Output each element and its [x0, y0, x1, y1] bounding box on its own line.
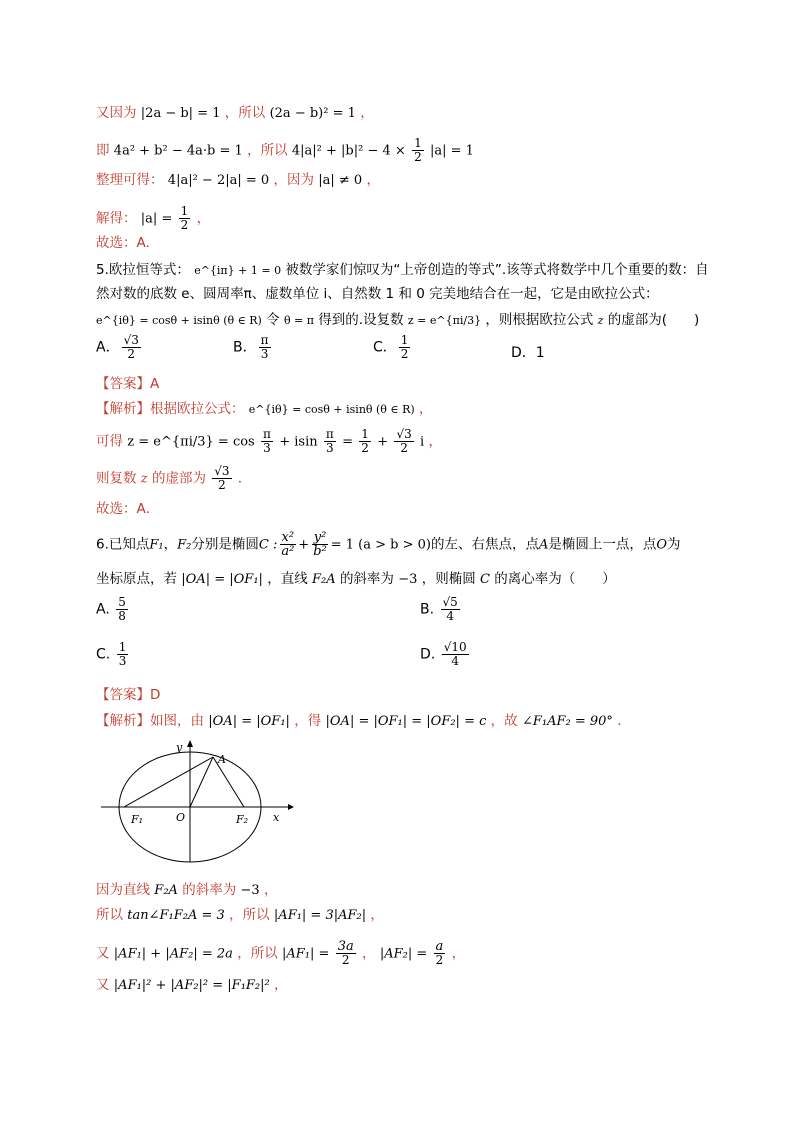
fraction: $\frac{1}{2}$	[400, 333, 409, 361]
fraction: $\frac{1}{2}$	[180, 204, 189, 232]
solution-line-3: 整理可得： 4|a|² − 2|a| = 0 ，因为 |a| ≠ 0 ，	[96, 172, 380, 188]
q5-analysis-line-1: 【解析】根据欧拉公式： e^{iθ} = cosθ + isinθ (θ ∈ R) ，	[96, 401, 433, 417]
q6-analysis-line-1: 【解析】如图，由 |OA| = |OF₁| ，得 |OA| = |OF₁| = |OF₂| = c ，故 ∠F₁AF₂ = 90° ．	[96, 713, 631, 729]
solution-line-2: 即 4a² + b² − 4a·b = 1 ，所以 4|a|² + |b|² − 4 × $\frac{1}{2}$ |a| = 1	[96, 136, 474, 164]
fraction: $\frac{3a}{2}$	[337, 939, 354, 967]
segment-oa	[190, 757, 213, 807]
fraction: $\frac{\pi}{3}$	[260, 333, 269, 361]
focus-f2-label: F₂	[236, 813, 249, 826]
fraction: $\frac{√3}{2}$	[214, 464, 230, 492]
segment-f1a	[124, 757, 213, 807]
fraction: $\frac{1}{2}$	[361, 427, 369, 455]
fraction: $\frac{√10}{4}$	[443, 640, 467, 668]
solution-line-1: 又因为 |2a − b| = 1 ，所以 (2a − b)² = 1 ，	[96, 105, 374, 121]
ellipse-figure	[96, 737, 296, 867]
q5-analysis-line-3: 则复数 z 的虚部为 $\frac{√3}{2}$ ．	[96, 464, 252, 492]
q5-answer: 【答案】A	[96, 376, 160, 392]
q6-stem-line-2: 坐标原点，若 |OA| = |OF₁| ，直线 F₂A 的斜率为 −3 ，则椭圆 C 的离心率为（ ）	[96, 571, 616, 587]
q5-option-b[interactable]: B． $\frac{\pi}{3}$	[233, 333, 269, 361]
fraction: $\frac{1}{3}$	[118, 640, 127, 668]
q6-analysis-line-4: 又 |AF₁| + |AF₂| = 2a ，所以 |AF₁| = $\frac{3a}{2}$ ， |AF₂| = $\frac{a}{2}$ ，	[96, 939, 466, 967]
q6-option-d[interactable]: D. $\frac{√10}{4}$	[420, 640, 467, 668]
focus-f1-label: F₁	[131, 813, 144, 826]
solution-line-4: 解得： |a| = $\frac{1}{2}$ ，	[96, 204, 211, 232]
point-a-label: A	[218, 753, 226, 766]
x-axis-arrow-icon	[288, 804, 294, 810]
fraction: $\frac{\pi}{3}$	[263, 427, 271, 455]
q6-answer: 【答案】D	[96, 687, 161, 703]
fraction: $\frac{√5}{4}$	[442, 595, 458, 623]
q5-stem-line-3: e^{iθ} = cosθ + isinθ (θ ∈ R) 令 θ = π 得到的.设复数 z = e^{πi/3} ，则根据欧拉公式 z 的虚部为( )	[96, 312, 700, 328]
fraction: $\frac{a}{2}$	[435, 939, 444, 967]
fraction: $\frac{\text{y²}}{\text{b²}}$	[313, 530, 327, 559]
q5-analysis-line-2: 可得 z = e^{πi/3} = cos $\frac{\pi}{3}$ + isin $\frac{\pi}{3}$ = $\frac{1}{2}$ + $\frac{√3}{2}$ i ，	[96, 427, 442, 455]
q6-analysis-line-5: 又 |AF₁|² + |AF₂|² = |F₁F₂|² ，	[96, 977, 288, 993]
x-axis-label: x	[273, 811, 280, 824]
fraction: $\frac{√3}{2}$	[396, 427, 412, 455]
y-axis-arrow-icon	[187, 740, 193, 747]
solution-line-5: 故选：A.	[96, 235, 150, 251]
q5-option-d[interactable]: D．1	[511, 345, 545, 361]
y-axis-label: y	[176, 741, 183, 754]
q5-final-choice: 故选：A．	[96, 501, 160, 517]
q6-option-a[interactable]: A. $\frac{5}{8}$	[96, 595, 126, 623]
q6-option-b[interactable]: B. $\frac{√5}{4}$	[420, 595, 458, 623]
q5-option-c[interactable]: C． $\frac{1}{2}$	[373, 333, 409, 361]
fraction: $\frac{√3}{2}$	[123, 333, 139, 361]
q6-analysis-line-3: 所以 tan∠F₁F₂A = 3 ，所以 |AF₁| = 3|AF₂| ，	[96, 907, 384, 923]
q5-stem-line-2: 然对数的底数 e、圆周率π、虚数单位 i、自然数 1 和 0 完美地结合在一起，它是由欧拉公式：	[96, 286, 659, 302]
q5-option-a[interactable]: A． $\frac{√3}{2}$	[96, 333, 139, 361]
origin-label: O	[176, 811, 186, 824]
q6-option-c[interactable]: C. $\frac{1}{3}$	[96, 640, 127, 668]
fraction: $\frac{5}{8}$	[118, 595, 126, 623]
q6-stem-line-1: 6.已知点F₁，F₂分别是椭圆C : $\frac{\text{x²}}{\text{a²}}$ + $\frac{\text{y²}}{\text{b²}}$ = 1 (a > b > 0)的左、右焦点，点A是椭圆上一点，点O为	[96, 530, 681, 559]
fraction: $\frac{\text{x²}}{\text{a²}}$	[281, 530, 295, 559]
q6-analysis-line-2: 因为直线 F₂A 的斜率为 −3 ，	[96, 882, 278, 898]
fraction: $\frac{1}{2}$	[414, 136, 422, 164]
q5-stem-line-1: 5.欧拉恒等式： e^{iπ} + 1 = 0 被数学家们惊叹为“上帝创造的等式”.该等式将数学中几个重要的数：自	[96, 262, 709, 278]
fraction: $\frac{\pi}{3}$	[325, 427, 334, 455]
